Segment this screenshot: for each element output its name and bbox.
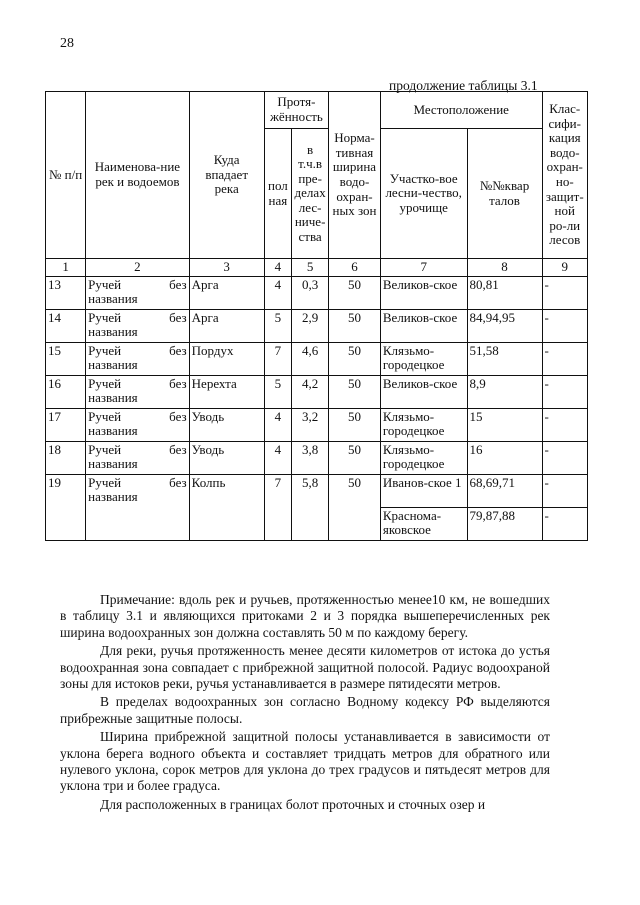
table-row xyxy=(46,408,588,441)
header-area: Участко-вое лесни-чество, урочище xyxy=(380,129,467,259)
river-name: Ручей без названия xyxy=(86,375,190,408)
table-caption: продолжение таблицы 3.1 xyxy=(389,78,538,93)
length-full: 4 xyxy=(264,441,291,474)
classification: - xyxy=(542,441,587,474)
column-number: 9 xyxy=(542,259,587,277)
forest-area: Великов-ское xyxy=(380,309,467,342)
page-number: 28 xyxy=(60,36,74,51)
table-row xyxy=(46,276,588,309)
notes-section xyxy=(60,592,550,815)
row-num: 13 xyxy=(46,276,86,309)
length-forest: 2,9 xyxy=(292,309,329,342)
note-paragraph: Для реки, ручья протяженность менее десяти километров от истока до устья водоохранная зона совпадает с прибрежной защитной полосой. Радиус водоохраной зоны для истоков реки, ручья устанавливается в размере пятидесяти метров. xyxy=(60,643,550,692)
table-row xyxy=(46,342,588,375)
length-full: 5 xyxy=(264,309,291,342)
table-row xyxy=(46,441,588,474)
length-forest: 5,8 xyxy=(292,474,329,540)
column-number: 6 xyxy=(329,259,381,277)
zone-width: 50 xyxy=(329,276,381,309)
river-name: Ручей без названия xyxy=(86,342,190,375)
length-forest: 0,3 xyxy=(292,276,329,309)
note-paragraph: Для расположенных в границах болот проточных и сточных озер и xyxy=(100,796,486,812)
row-num: 15 xyxy=(46,342,86,375)
zone-width: 50 xyxy=(329,375,381,408)
classification: - xyxy=(542,342,587,375)
column-number-row xyxy=(46,259,588,277)
forest-area: Красномa-яковское xyxy=(380,507,467,540)
note-paragraph: Примечание: вдоль рек и ручьев, протяженностью менее10 км, не вошедших в таблицу 3.1 и являющихся притоками 2 и 3 порядка вышеперечисленных рек ширина водоохранных зон должна составлять 50 м по каждому берегу. xyxy=(60,592,550,640)
river-name: Ручей без названия xyxy=(86,474,190,540)
river-name: Ручей без названия xyxy=(86,276,190,309)
column-number: 4 xyxy=(264,259,291,277)
table-row xyxy=(46,474,588,507)
flows-into: Уводь xyxy=(189,441,264,474)
column-number: 3 xyxy=(189,259,264,277)
length-forest: 4,2 xyxy=(292,375,329,408)
block-numbers: 84,94,95 xyxy=(467,309,542,342)
block-numbers: 79,87,88 xyxy=(467,507,542,540)
zone-width: 50 xyxy=(329,474,381,540)
row-num: 16 xyxy=(46,375,86,408)
column-number: 1 xyxy=(46,259,86,277)
forest-area: Клязьмо-городецкое xyxy=(380,342,467,375)
column-number: 7 xyxy=(380,259,467,277)
length-forest: 4,6 xyxy=(292,342,329,375)
column-number: 5 xyxy=(292,259,329,277)
classification: - xyxy=(542,507,587,540)
forest-area: Иванов-ское 1 xyxy=(380,474,467,507)
row-num: 14 xyxy=(46,309,86,342)
length-forest: 3,8 xyxy=(292,441,329,474)
note-paragraph: Ширина прибрежной защитной полосы устанавливается в зависимости от уклона берега водного объекта и составляет тридцать метров для обратного или нулевого уклона, сорок метров для уклона до трех градусов и пятьдесят метров для уклона три и более градуса. xyxy=(60,729,550,794)
row-num: 18 xyxy=(46,441,86,474)
block-numbers: 16 xyxy=(467,441,542,474)
river-name: Ручей без названия xyxy=(86,408,190,441)
zone-width: 50 xyxy=(329,441,381,474)
header-blocks: №№квар талов xyxy=(467,129,542,259)
block-numbers: 80,81 xyxy=(467,276,542,309)
header-width: Норма-тивная ширина водо-охран-ных зон xyxy=(329,92,381,259)
header-length-forest: в т.ч.в пре-делах лес-ниче-ства xyxy=(292,129,329,259)
header-location: Местоположение xyxy=(380,92,542,129)
length-full: 5 xyxy=(264,375,291,408)
forest-area: Великов-ское xyxy=(380,276,467,309)
row-num: 19 xyxy=(46,474,86,540)
length-full: 7 xyxy=(264,342,291,375)
length-full: 4 xyxy=(264,408,291,441)
header-flows: Куда впадает река xyxy=(189,92,264,259)
header-num: № п/п xyxy=(46,92,86,259)
classification: - xyxy=(542,408,587,441)
column-number: 2 xyxy=(86,259,190,277)
flows-into: Нерехта xyxy=(189,375,264,408)
classification: - xyxy=(542,309,587,342)
length-full: 4 xyxy=(264,276,291,309)
table-row xyxy=(46,375,588,408)
note-paragraph: В пределах водоохранных зон согласно Водному кодексу РФ выделяются прибрежные защитные полосы. xyxy=(60,694,550,726)
zone-width: 50 xyxy=(329,342,381,375)
classification: - xyxy=(542,474,587,507)
forest-area: Клязьмо-городецкое xyxy=(380,408,467,441)
river-name: Ручей без названия xyxy=(86,441,190,474)
flows-into: Уводь xyxy=(189,408,264,441)
block-numbers: 8,9 xyxy=(467,375,542,408)
flows-into: Арга xyxy=(189,309,264,342)
column-number: 8 xyxy=(467,259,542,277)
river-name: Ручей без названия xyxy=(86,309,190,342)
length-forest: 3,2 xyxy=(292,408,329,441)
header-name: Наименова-ние рек и водоемов xyxy=(86,92,190,259)
block-numbers: 51,58 xyxy=(467,342,542,375)
flows-into: Арга xyxy=(189,276,264,309)
zone-width: 50 xyxy=(329,408,381,441)
header-length-full: пол ная xyxy=(264,129,291,259)
header-length: Протя-жённость xyxy=(264,92,328,129)
block-numbers: 15 xyxy=(467,408,542,441)
forest-area: Клязьмо-городецкое xyxy=(380,441,467,474)
block-numbers: 68,69,71 xyxy=(467,474,542,507)
classification: - xyxy=(542,276,587,309)
length-full: 7 xyxy=(264,474,291,540)
classification: - xyxy=(542,375,587,408)
flows-into: Пордух xyxy=(189,342,264,375)
forest-area: Великов-ское xyxy=(380,375,467,408)
header-class: Клас-сифи-кация водо-охран-но-защит-ной ро-ли лесов xyxy=(542,92,587,259)
flows-into: Колпь xyxy=(189,474,264,540)
zone-width: 50 xyxy=(329,309,381,342)
rivers-table xyxy=(45,91,588,541)
table-row xyxy=(46,309,588,342)
row-num: 17 xyxy=(46,408,86,441)
